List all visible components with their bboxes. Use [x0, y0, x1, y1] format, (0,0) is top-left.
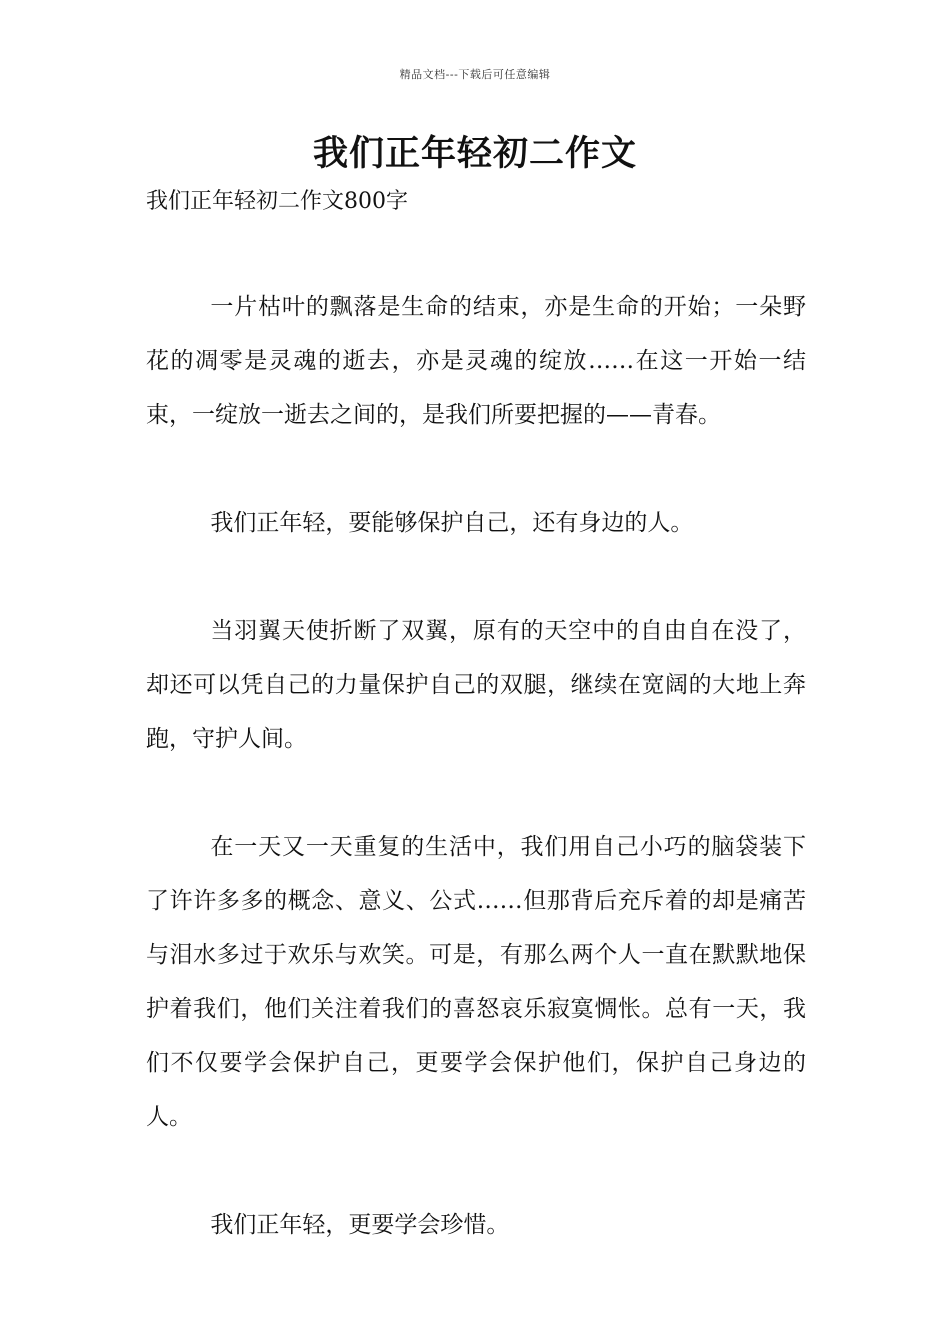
paragraph-3: 当羽翼天使折断了双翼，原有的天空中的自由自在没了，却还可以凭自己的力量保护自己的双腿，继续在宽阔的大地上奔跑，守护人间。 [146, 618, 806, 752]
document-body [146, 280, 806, 1306]
paragraph-5: 我们正年轻，更要学会珍惜。 [210, 1212, 510, 1238]
paragraph-1: 一片枯叶的飘落是生命的结束，亦是生命的开始；一朵野花的凋零是灵魂的逝去，亦是灵魂的绽放……在这一开始一结束，一绽放一逝去之间的，是我们所要把握的——青春。 [146, 294, 806, 428]
header-note: 精品文档---下载后可任意编辑 [399, 68, 551, 81]
paragraph-4: 在一天又一天重复的生活中，我们用自己小巧的脑袋装下了许许多多的概念、意义、公式……但那背后充斥着的却是痛苦与泪水多过于欢乐与欢笑。可是，有那么两个人一直在默默地保护着我们，他们关注着我们的喜怒哀乐寂寞惆怅。总有一天，我们不仅要学会保护自己，更要学会保护他们，保护自己身边的人。 [146, 834, 806, 1130]
document-subtitle: 我们正年轻初二作文800字 [146, 189, 408, 214]
paragraph-2: 我们正年轻，要能够保护自己，还有身边的人。 [210, 510, 694, 536]
document-title: 我们正年轻初二作文 [312, 133, 637, 174]
